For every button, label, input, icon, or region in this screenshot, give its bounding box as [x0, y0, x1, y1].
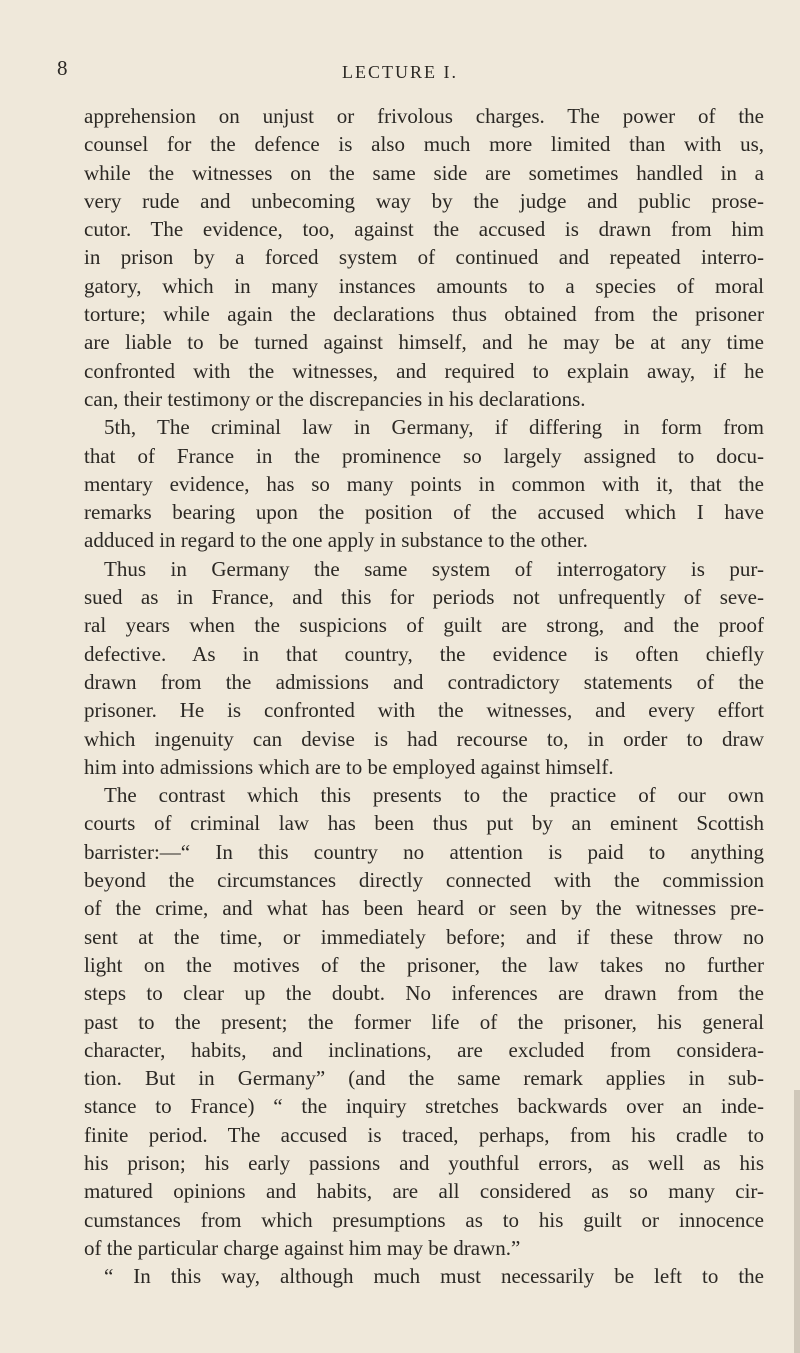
text-line: ral years when the suspicions of guilt are strong, and the proof — [84, 613, 764, 638]
text-line: “ In this way, although much must necessarily be left to the — [104, 1264, 764, 1289]
text-line: counsel for the defence is also much more limited than with us, — [84, 132, 764, 157]
text-line: beyond the circumstances directly connected with the commission — [84, 868, 764, 893]
text-line: that of France in the prominence so largely assigned to docu- — [84, 443, 764, 468]
text-line: courts of criminal law has been thus put by an eminent Scottish — [84, 811, 764, 836]
text-line: The contrast which this presents to the practice of our own — [104, 783, 764, 808]
text-line: his prison; his early passions and youthful errors, as well as his — [84, 1150, 764, 1175]
running-head: LECTURE I. — [342, 62, 458, 82]
text-line: sent at the time, or immediately before; and if these throw no — [84, 924, 764, 949]
text-line: cumstances from which presumptions as to his guilt or innocence — [84, 1207, 764, 1232]
text-line: mentary evidence, has so many points in common with it, that the — [84, 471, 764, 496]
text-line: can, their testimony or the discrepancies in his declarations. — [84, 386, 586, 411]
text-line: him into admissions which are to be employed against himself. — [84, 754, 614, 779]
text-line: character, habits, and inclinations, are excluded from considera- — [84, 1037, 764, 1062]
text-line: torture; while again the declarations thus obtained from the prisoner — [84, 302, 764, 327]
text-line: steps to clear up the doubt. No inferences are drawn from the — [84, 981, 764, 1006]
text-line: prisoner. He is confronted with the witnesses, and every effort — [84, 698, 764, 723]
text-line: adduced in regard to the one apply in substance to the other. — [84, 528, 588, 553]
text-line: while the witnesses on the same side are sometimes handled in a — [84, 160, 764, 185]
text-line: defective. As in that country, the evidence is often chiefly — [84, 641, 764, 666]
text-line: are liable to be turned against himself, and he may be at any time — [84, 330, 764, 355]
body-text — [84, 102, 764, 1290]
text-line: sued as in France, and this for periods not unfrequently of seve- — [84, 585, 764, 610]
text-line: remarks bearing upon the position of the accused which I have — [84, 500, 764, 525]
text-line: of the crime, and what has been heard or seen by the witnesses pre- — [84, 896, 764, 921]
text-line: tion. But in Germany” (and the same remark applies in sub- — [84, 1066, 764, 1091]
page-header — [0, 56, 800, 86]
text-line: apprehension on unjust or frivolous charges. The power of the — [84, 104, 764, 128]
text-line: very rude and unbecoming way by the judge and public prose- — [84, 188, 764, 213]
page-edge-shadow — [794, 1090, 800, 1353]
text-line: light on the motives of the prisoner, the law takes no further — [84, 952, 764, 977]
text-line: past to the present; the former life of the prisoner, his general — [84, 1009, 764, 1034]
text-line: of the particular charge against him may be drawn.” — [84, 1235, 521, 1260]
text-line: stance to France) “ the inquiry stretches backwards over an inde- — [84, 1094, 764, 1119]
text-line: in prison by a forced system of continued and repeated interro- — [84, 245, 764, 270]
text-line: barrister:—“ In this country no attention is paid to anything — [84, 839, 764, 864]
text-line: gatory, which in many instances amounts to a species of moral — [84, 273, 764, 298]
page-number: 8 — [57, 56, 68, 80]
text-line: cutor. The evidence, too, against the accused is drawn from him — [84, 217, 764, 242]
text-line: confronted with the witnesses, and required to explain away, if he — [84, 358, 764, 383]
text-line: drawn from the admissions and contradictory statements of the — [84, 669, 764, 694]
text-line: finite period. The accused is traced, perhaps, from his cradle to — [84, 1122, 764, 1147]
text-line: 5th, The criminal law in Germany, if differing in form from — [104, 415, 764, 440]
text-line: matured opinions and habits, are all considered as so many cir- — [84, 1179, 764, 1204]
text-line: Thus in Germany the same system of interrogatory is pur- — [104, 556, 764, 581]
text-line: which ingenuity can devise is had recourse to, in order to draw — [84, 726, 764, 751]
